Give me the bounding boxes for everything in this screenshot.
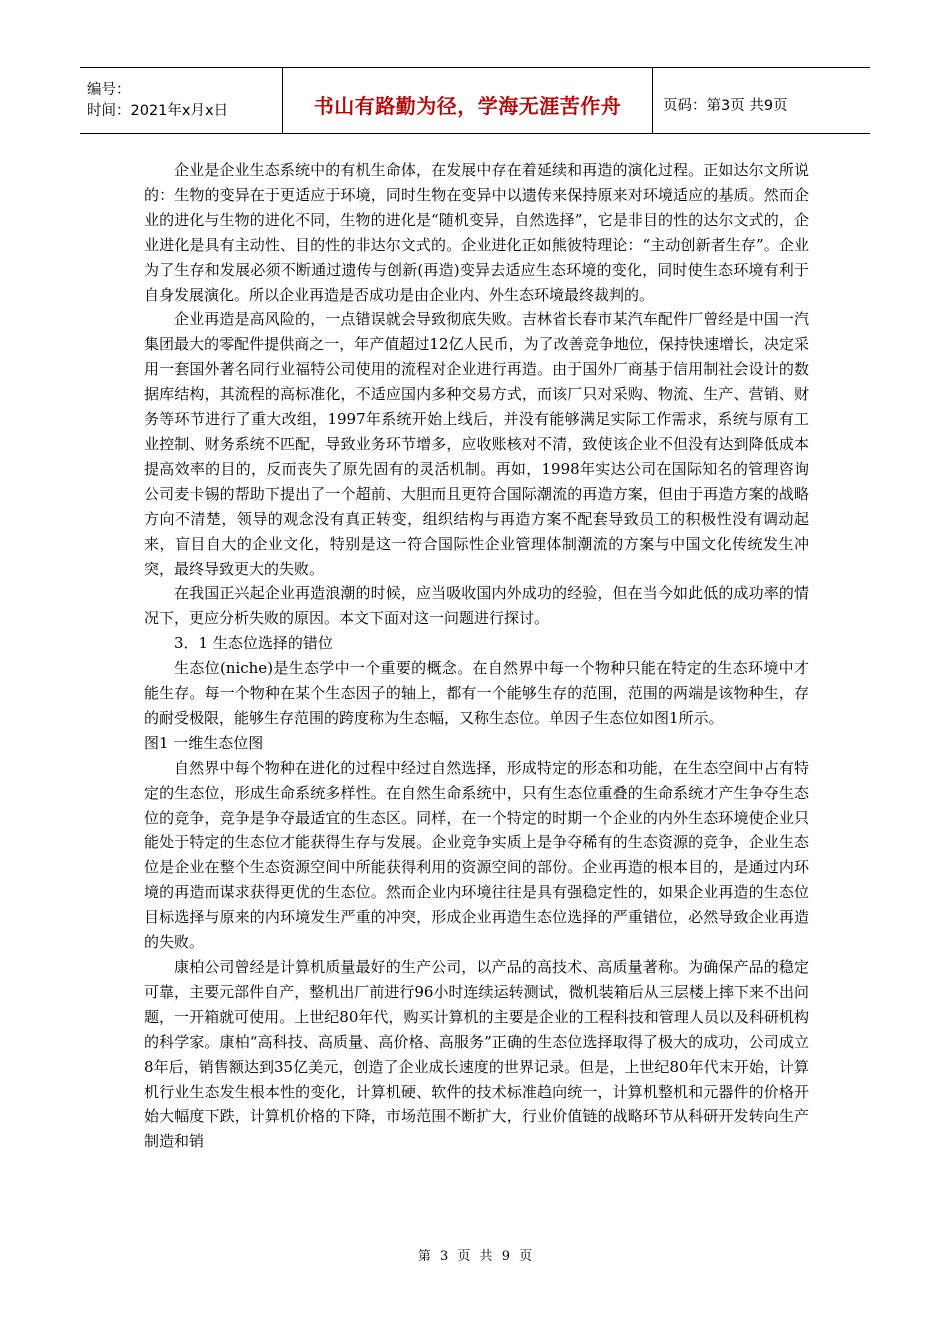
section-heading: 3．1 生态位选择的错位 [174, 634, 333, 653]
figure-caption: 图1 一维生态位图 [144, 733, 264, 752]
document-time: 时间：2021年x月x日 [87, 102, 229, 119]
paragraph: 在我国正兴起企业再造浪潮的时候，应当吸收国内外成功的经验，但在当今如此低的成功率的情况下，更应分析失败的原因。本文下面对这一问题进行探讨。 [144, 584, 809, 628]
page-header [80, 67, 870, 134]
document-number: 编号： [87, 81, 131, 98]
paragraph: 康柏公司曾经是计算机质量最好的生产公司，以产品的高技术、高质量著称。为确保产品的稳定可靠，主要元部件自产，整机出厂前进行96小时连续运转测试，微机装箱后从三层楼上摔下来不出问题，一开箱就可使用。上世纪80年代，购买计算机的主要是企业的工程科技和管理人员以及科研机构的科学家。康柏“高科技、高质量、高价格、高服务”正确的生态位选择取得了极大的成功，公司成立8年后，销售额达到35亿美元，创造了企业成长速度的世界记录。但是，上世纪80年代末开始，计算机行业生态发生根本性的变化，计算机硬、软件的技术标准趋向统一，计算机整机和元器件的价格开始大幅度下跌，计算机价格的下降，市场范围不断扩大，行业价值链的战略环节从科研开发转向生产制造和销 [144, 958, 809, 1151]
header-motto: 书山有路勤为径，学海无涯苦作舟 [283, 68, 653, 133]
paragraph: 生态位(niche)是生态学中一个重要的概念。在自然界中每一个物种只能在特定的生态环境中才能生存。每一个物种在某个生态因子的轴上，都有一个能够生存的范围，范围的两端是该物种生，存的耐受极限，能够生存范围的跨度称为生态幅，又称生态位。单因子生态位如图1所示。 [144, 659, 809, 727]
paragraph: 企业是企业生态系统中的有机生命体，在发展中存在着延续和再造的演化过程。正如达尔文所说的：生物的变异在于更适应于环境，同时生物在变异中以遗传来保持原来对环境适应的基质。然而企业的进化与生物的进化不同，生物的进化是“随机变异，自然选择”，它是非目的性的达尔文式的，企业进化是具有主动性、目的性的非达尔文式的。企业进化正如熊彼特理论：“主动创新者生存”。企业为了生存和发展必须不断通过遗传与创新(再造)变异去适应生态环境的变化，同时使生态环境有利于自身发展演化。所以企业再造是否成功是由企业内、外生态环境最终裁判的。 [144, 161, 809, 304]
document-body [144, 158, 809, 1154]
page-footer: 第 3 页 共 9 页 [417, 1249, 533, 1264]
paragraph: 企业再造是高风险的，一点错误就会导致彻底失败。吉林省长春市某汽车配件厂曾经是中国一汽集团最大的零配件提供商之一，年产值超过12亿人民币，为了改善竞争地位，保持快速增长，决定采用一套国外著名同行业福特公司使用的流程对企业进行再造。由于国外厂商基于信用制社会设计的数据库结构，其流程的高标准化，不适应国内多种交易方式，而该厂只对采购、物流、生产、营销、财务等环节进行了重大改组，1997年系统开始上线后，并没有能够满足实际工作需求，系统与原有工业控制、财务系统不匹配，导致业务环节增多，应收账核对不清，致使该企业不但没有达到降低成本提高效率的目的，反而丧失了原先固有的灵活机制。再如，1998年实达公司在国际知名的管理咨询公司麦卡锡的帮助下提出了一个超前、大胆而且更符合国际潮流的再造方案，但由于再造方案的战略方向不清楚，领导的观念没有真正转变，组织结构与再造方案不配套导致员工的积极性没有调动起来，盲目自大的企业文化，特别是这一符合国际性企业管理体制潮流的方案与中国文化传统发生冲突，最终导致更大的失败。 [144, 310, 809, 578]
header-page-info: 页码：第3页 共9页 [663, 98, 788, 114]
paragraph: 自然界中每个物种在进化的过程中经过自然选择，形成特定的形态和功能，在生态空间中占有特定的生态位，形成生命系统多样性。在自然生命系统中，只有生态位重叠的生命系统才产生争夺生态位的竞争，竞争是争夺最适宜的生态区。同样，在一个特定的时期一个企业的内外生态环境使企业只能处于特定的生态位才能获得生存与发展。企业竞争实质上是争夺稀有的生态资源的竞争，企业生态位是企业在整个生态资源空间中所能获得利用的资源空间的部份。企业再造的根本目的，是通过内环境的再造而谋求获得更优的生态位。然而企业内环境往往是具有强稳定性的，如果企业再造的生态位目标选择与原来的内环境发生严重的冲突，形成企业再造生态位选择的严重错位，必然导致企业再造的失败。 [144, 758, 809, 952]
header-meta [80, 68, 283, 133]
